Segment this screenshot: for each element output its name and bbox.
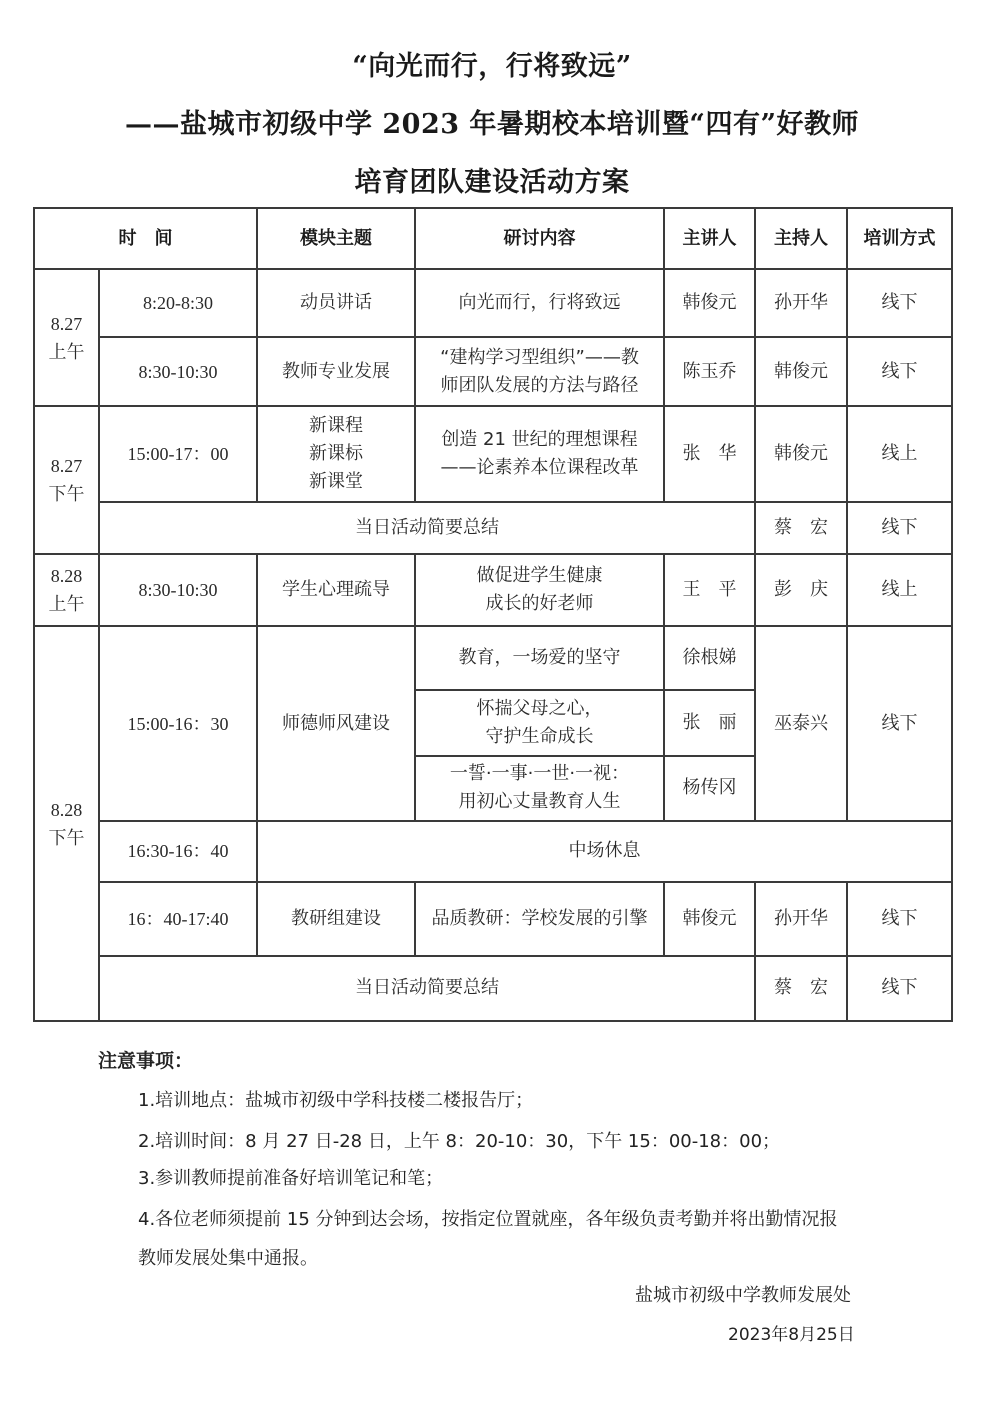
mode-cell: 线上 [847,406,952,502]
time-cell: 8:30-10:30 [99,337,257,406]
content-line: 成长的好老师 [485,593,594,615]
title-line-3: 培育团队建设活动方案 [354,167,630,198]
host-cell: 韩俊元 [755,406,847,502]
mode-cell: 线上 [847,554,952,626]
content-line: 一誓·一事·一世·一视： [449,763,630,785]
table-row [34,406,952,502]
table-row [34,626,952,689]
content-cell: 教育，一场爱的坚守 [415,626,664,689]
content-line: 创造 21 世纪的理想课程 [441,429,638,451]
content-line: 师团队发展的方法与路径 [440,374,639,396]
host-cell: 韩俊元 [755,337,847,406]
header-mode: 培训方式 [847,208,952,269]
module-line: 新课程 [309,415,363,437]
content-cell: 向光而行，行将致远 [415,269,664,337]
signature-org: 盐城市初级中学教师发展处 [635,1285,851,1306]
date-line: 8.27 [50,456,83,477]
content-cell [415,406,664,502]
module-cell: 学生心理疏导 [257,554,415,626]
summary-cell: 当日活动简要总结 [99,956,755,1021]
date-cell [34,554,99,626]
note-item: 4.各位老师须提前 15 分钟到达会场，按指定位置就座，各年级负责考勤并将出勤情况报 [138,1209,838,1230]
module-cell [257,406,415,502]
content-line: 用初心丈量教育人生 [458,791,621,813]
module-cell: 教师专业发展 [257,337,415,406]
content-cell [415,554,664,626]
header-speaker: 主讲人 [664,208,755,269]
header-content: 研讨内容 [415,208,664,269]
speaker-cell: 韩俊元 [664,269,755,337]
header-time: 时 间 [34,208,257,269]
date-period: 下午 [48,827,85,848]
title-line-2: ——盐城市初级中学 2023 年暑期校本培训暨“四有”好教师 [124,109,859,140]
content-cell: 品质教研：学校发展的引擎 [415,882,664,956]
content-line: 守护生命成长 [485,725,594,747]
notes-heading: 注意事项： [98,1050,194,1072]
content-line: ——论素养本位课程改革 [440,457,639,479]
date-line: 8.27 [50,313,83,334]
date-period: 上午 [48,594,85,615]
mode-cell: 线下 [847,882,952,956]
host-cell: 蔡 宏 [755,956,847,1021]
content-cell [415,756,664,821]
date-line: 8.28 [50,566,83,587]
module-cell: 师德师风建设 [257,626,415,820]
date-cell [34,626,99,1021]
host-cell: 孙开华 [755,269,847,337]
mode-cell: 线下 [847,502,952,554]
table-row [34,554,952,626]
date-cell [34,269,99,406]
header-module: 模块主题 [257,208,415,269]
table-row [34,821,952,882]
speaker-cell: 王 平 [664,554,755,626]
content-cell [415,690,664,756]
title-line-1: “向光而行，行将致远” [352,51,632,82]
time-cell: 8:20-8:30 [99,269,257,337]
table-row [34,502,952,554]
module-cell: 教研组建设 [257,882,415,956]
speaker-cell: 徐根娣 [664,626,755,689]
speaker-cell: 陈玉乔 [664,337,755,406]
host-cell: 孙开华 [755,882,847,956]
summary-cell: 当日活动简要总结 [99,502,755,554]
time-cell: 16:30-16：40 [99,821,257,882]
content-line: “建构学习型组织”——教 [440,346,639,368]
date-period: 上午 [48,341,85,362]
table-row [34,956,952,1021]
time-cell: 8:30-10:30 [99,554,257,626]
module-line: 新课堂 [309,471,363,493]
speaker-cell: 张 丽 [664,690,755,756]
table-row [34,882,952,956]
speaker-cell: 杨传冈 [664,756,755,821]
note-item-continuation: 教师发展处集中通报。 [138,1248,318,1269]
content-line: 怀揣父母之心， [476,697,603,719]
host-cell: 蔡 宏 [755,502,847,554]
mode-cell: 线下 [847,337,952,406]
note-item: 2.培训时间：8 月 27 日-28 日，上午 8：20-10：30，下午 15：00-18：00； [138,1131,781,1152]
schedule-table [33,207,953,1022]
note-item: 1.培训地点：盐城市初级中学科技楼二楼报告厅； [138,1090,534,1111]
date-period: 下午 [48,484,85,505]
mode-cell: 线下 [847,626,952,820]
table-header-row [34,208,952,269]
time-cell: 15:00-16：30 [99,626,257,820]
date-line: 8.28 [50,799,83,820]
module-line: 新课标 [309,443,363,465]
module-cell: 动员讲话 [257,269,415,337]
signature-date: 2023年8月25日 [728,1325,855,1345]
host-cell: 彭 庆 [755,554,847,626]
speaker-cell: 张 华 [664,406,755,502]
table-row [34,337,952,406]
header-host: 主持人 [755,208,847,269]
table-row [34,269,952,337]
content-cell [415,337,664,406]
mode-cell: 线下 [847,956,952,1021]
host-cell: 巫泰兴 [755,626,847,820]
speaker-cell: 韩俊元 [664,882,755,956]
date-cell [34,406,99,554]
break-cell: 中场休息 [257,821,952,882]
time-cell: 16：40-17:40 [99,882,257,956]
time-cell: 15:00-17：00 [99,406,257,502]
note-item: 3.参训教师提前准备好培训笔记和笔； [138,1168,444,1189]
mode-cell: 线下 [847,269,952,337]
content-line: 做促进学生健康 [476,565,603,587]
